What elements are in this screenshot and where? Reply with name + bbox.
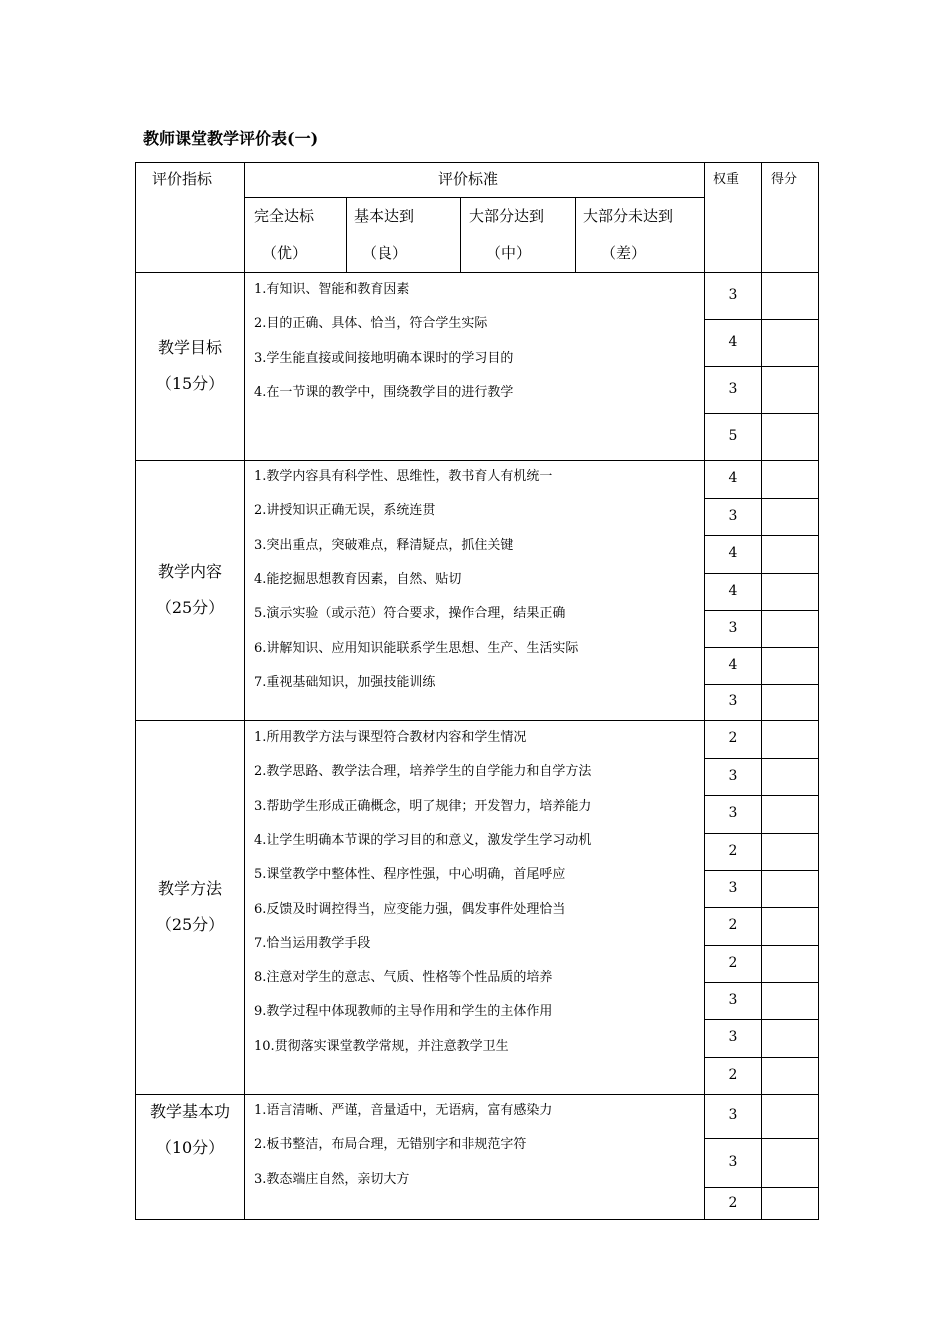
score-cell — [762, 805, 818, 823]
weight-value: 3 — [728, 805, 738, 821]
level-label: 基本达到 — [354, 207, 415, 225]
score-cell — [762, 955, 818, 973]
weight-cell-divider — [704, 795, 819, 796]
section-points: （25分） — [155, 915, 225, 934]
section-divider — [135, 1094, 819, 1095]
weight-value: 2 — [728, 917, 738, 933]
weight-cell-divider — [704, 870, 819, 871]
score-cell — [762, 470, 818, 488]
criterion-text: 3.突出重点，突破难点，释清疑点，抓住关键 — [254, 538, 514, 553]
score-cell — [762, 545, 818, 563]
criterion-text: 7.重视基础知识，加强技能训练 — [254, 675, 436, 690]
criterion-text: 8.注意对学生的意志、气质、性格等个性品质的培养 — [254, 970, 553, 985]
score-cell — [762, 334, 818, 352]
weight-cell-divider — [704, 1019, 819, 1020]
col-divider-weight — [704, 162, 705, 1220]
criterion-text: 9.教学过程中体现教师的主导作用和学生的主体作用 — [254, 1004, 553, 1019]
section-name: 教学目标 — [157, 338, 222, 357]
level-divider — [460, 197, 461, 273]
score-cell — [762, 730, 818, 748]
level-grade: （差） — [601, 244, 647, 262]
weight-value: 2 — [728, 1195, 738, 1211]
criterion-text: 2.讲授知识正确无误，系统连贯 — [254, 503, 436, 518]
score-cell — [762, 880, 818, 898]
criterion-text: 1.语言清晰、严谨，音量适中，无语病，富有感染力 — [254, 1103, 553, 1118]
weight-value: 4 — [728, 545, 738, 561]
criterion-text: 1.教学内容具有科学性、思维性，教书育人有机统一 — [254, 469, 553, 484]
criterion-text: 2.目的正确、具体、恰当，符合学生实际 — [254, 316, 488, 331]
page-title: 教师课堂教学评价表(一) — [143, 129, 319, 148]
weight-value: 2 — [728, 1067, 738, 1083]
score-cell — [762, 381, 818, 399]
weight-cell-divider — [704, 366, 819, 367]
score-cell — [762, 428, 818, 446]
criterion-text: 6.反馈及时调控得当，应变能力强，偶发事件处理恰当 — [254, 902, 566, 917]
weight-value: 3 — [728, 1029, 738, 1045]
weight-value: 3 — [728, 693, 738, 709]
weight-cell-divider — [704, 610, 819, 611]
weight-cell-divider — [704, 573, 819, 574]
level-divider — [346, 197, 347, 273]
weight-cell-divider — [704, 982, 819, 983]
score-cell — [762, 992, 818, 1010]
weight-value: 4 — [728, 583, 738, 599]
weight-value: 3 — [728, 1154, 738, 1170]
level-grade: （中） — [486, 244, 532, 262]
weight-value: 2 — [728, 730, 738, 746]
score-cell — [762, 1107, 818, 1125]
level-label: 完全达标 — [254, 207, 315, 225]
weight-cell-divider — [704, 1138, 819, 1139]
weight-cell-divider — [704, 647, 819, 648]
section-name: 教学内容 — [157, 562, 222, 581]
section-name: 教学基本功 — [149, 1102, 230, 1121]
criterion-text: 2.板书整洁，布局合理，无错别字和非规范字符 — [254, 1137, 527, 1152]
header-divider — [244, 197, 704, 198]
weight-value: 4 — [728, 334, 738, 350]
score-cell — [762, 1029, 818, 1047]
criterion-text: 3.学生能直接或间接地明确本课时的学习目的 — [254, 351, 514, 366]
criterion-text: 7.恰当运用教学手段 — [254, 936, 371, 951]
score-cell — [762, 1154, 818, 1172]
criterion-text: 4.能挖掘思想教育因素，自然、贴切 — [254, 572, 462, 587]
score-cell — [762, 917, 818, 935]
weight-value: 5 — [728, 428, 738, 444]
weight-cell-divider — [704, 833, 819, 834]
weight-value: 3 — [728, 508, 738, 524]
level-divider — [575, 197, 576, 273]
score-cell — [762, 620, 818, 638]
score-cell — [762, 657, 818, 675]
score-cell — [762, 768, 818, 786]
criterion-text: 10.贯彻落实课堂教学常规，并注意教学卫生 — [254, 1039, 509, 1054]
score-cell — [762, 1195, 818, 1213]
weight-cell-divider — [704, 907, 819, 908]
section-divider — [135, 272, 819, 273]
col-divider-indicator — [244, 162, 245, 1220]
weight-cell-divider — [704, 758, 819, 759]
criterion-text: 2.教学思路、教学法合理，培养学生的自学能力和自学方法 — [254, 764, 592, 779]
weight-value: 4 — [728, 657, 738, 673]
criterion-text: 3.帮助学生形成正确概念，明了规律；开发智力，培养能力 — [254, 799, 592, 814]
level-grade: （良） — [362, 244, 408, 262]
weight-cell-divider — [704, 1057, 819, 1058]
header-score: 得分 — [771, 172, 798, 187]
weight-cell-divider — [704, 945, 819, 946]
criterion-text: 6.讲解知识、应用知识能联系学生思想、生产、生活实际 — [254, 641, 579, 656]
header-standard: 评价标准 — [438, 170, 499, 188]
weight-value: 3 — [728, 768, 738, 784]
score-cell — [762, 508, 818, 526]
weight-value: 4 — [728, 470, 738, 486]
section-divider — [135, 720, 819, 721]
level-grade: （优） — [262, 244, 308, 262]
weight-value: 3 — [728, 1107, 738, 1123]
section-name: 教学方法 — [157, 879, 222, 898]
weight-cell-divider — [704, 535, 819, 536]
level-label: 大部分未达到 — [583, 207, 674, 225]
score-cell — [762, 583, 818, 601]
section-divider — [135, 460, 819, 461]
weight-value: 3 — [728, 381, 738, 397]
section-points: （10分） — [155, 1138, 225, 1157]
criterion-text: 3.教态端庄自然，亲切大方 — [254, 1172, 410, 1187]
criterion-text: 1.所用教学方法与课型符合教材内容和学生情况 — [254, 730, 527, 745]
weight-cell-divider — [704, 1187, 819, 1188]
score-cell — [762, 287, 818, 305]
weight-cell-divider — [704, 498, 819, 499]
weight-value: 3 — [728, 287, 738, 303]
score-cell — [762, 693, 818, 711]
weight-value: 2 — [728, 955, 738, 971]
section-points: （25分） — [155, 598, 225, 617]
criterion-text: 4.让学生明确本节课的学习目的和意义，激发学生学习动机 — [254, 833, 592, 848]
criterion-text: 1.有知识、智能和教育因素 — [254, 282, 410, 297]
col-divider-score — [761, 162, 762, 1220]
score-cell — [762, 843, 818, 861]
header-indicator: 评价指标 — [152, 170, 213, 188]
level-label: 大部分达到 — [469, 207, 545, 225]
weight-value: 2 — [728, 843, 738, 859]
header-weight: 权重 — [713, 172, 740, 187]
weight-value: 3 — [728, 620, 738, 636]
score-cell — [762, 1067, 818, 1085]
weight-cell-divider — [704, 319, 819, 320]
section-points: （15分） — [155, 374, 225, 393]
weight-cell-divider — [704, 413, 819, 414]
criterion-text: 5.演示实验（或示范）符合要求，操作合理，结果正确 — [254, 606, 566, 621]
weight-cell-divider — [704, 684, 819, 685]
weight-value: 3 — [728, 880, 738, 896]
weight-value: 3 — [728, 992, 738, 1008]
criterion-text: 4.在一节课的教学中，围绕教学目的进行教学 — [254, 385, 514, 400]
criterion-text: 5.课堂教学中整体性、程序性强，中心明确，首尾呼应 — [254, 867, 566, 882]
